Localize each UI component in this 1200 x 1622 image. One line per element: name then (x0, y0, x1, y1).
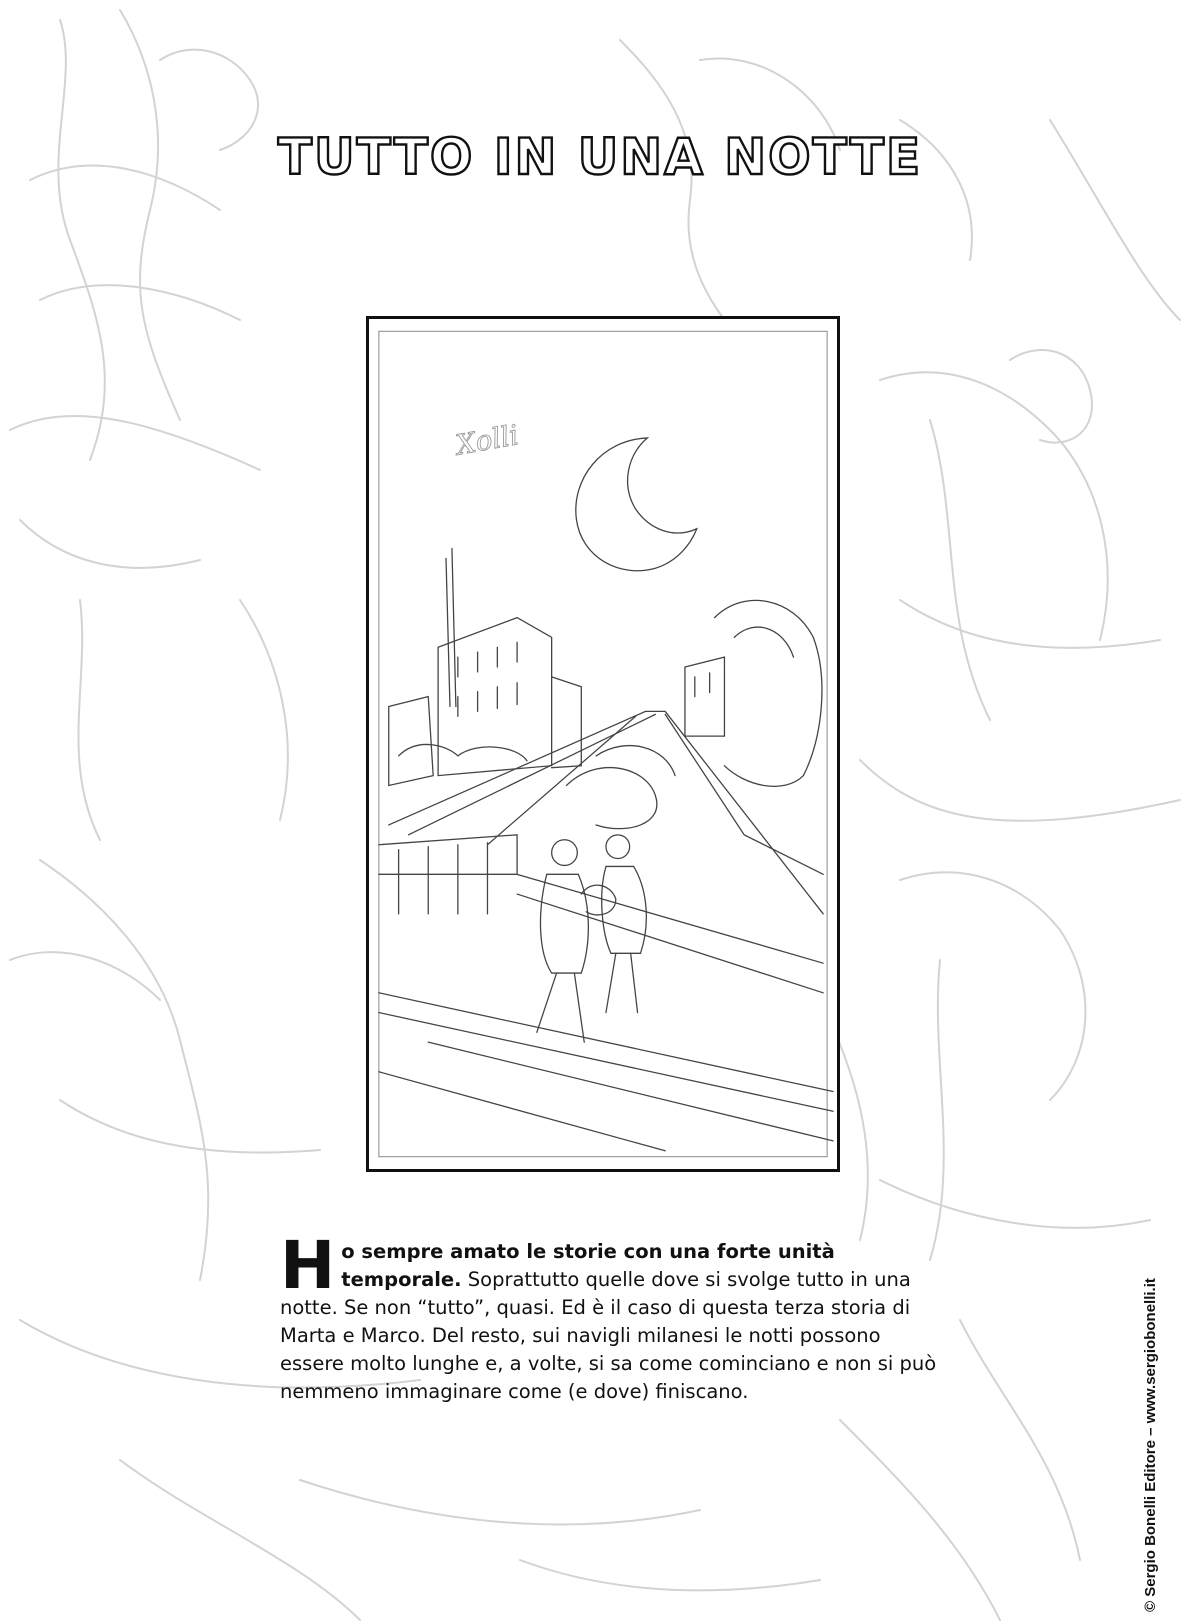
figure-marco-head (552, 840, 578, 866)
figure-marco-body (540, 874, 588, 973)
figure-marta-head (606, 835, 630, 859)
sketch-scribble: Xolli (453, 418, 521, 462)
article-body: Soprattutto quelle dove si svolge tutto in una notte. Se non “tutto”, quasi. Ed è il caso di questa terza storia di Marta e Marco. Del resto, sui navigli milanesi le notti possono essere molto lunghe e, a volte, si sa come cominciano e non si può nemmeno immaginare come (e dove) finiscano. (280, 1268, 937, 1403)
illustration-panel (366, 316, 840, 1172)
copyright-credit: © Sergio Bonelli Editore – www.sergiobonelli.it (1142, 1278, 1159, 1612)
canal-night-sketch (369, 319, 837, 1169)
article-text (280, 1227, 940, 1406)
drop-cap: H (280, 1227, 336, 1304)
moon-icon (576, 438, 697, 571)
article-lead: o sempre amato le storie con una forte unità temporale. (341, 1240, 835, 1291)
page-title: TUTTO IN UNA NOTTE (277, 128, 923, 186)
